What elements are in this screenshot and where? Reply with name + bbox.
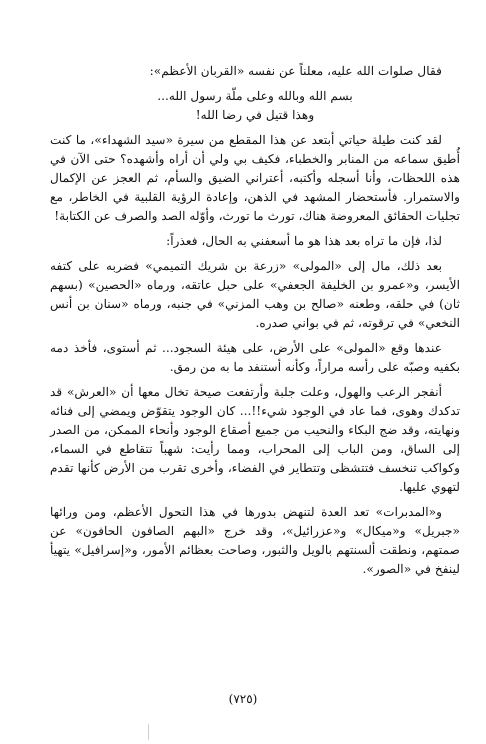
page-body — [50, 62, 460, 585]
quote-line: وهذا قتيل في رضا الله! — [195, 108, 315, 122]
paragraph-fall: عندها وقع «المولى» على الأرض، على هيئة السجود... ثم أستوى، فأخذ دمه بكفيه وصبّه على رأسه مراراً، وكأنه أستنفد ما به من رمق. — [50, 341, 460, 374]
basmala-line: بسم الله وبالله وعلى ملّة رسول الله... — [157, 89, 353, 103]
paragraph-angels: و«المدبرات» تعد العدة لتنهض بدورها في هذا التحول الأعظم، ومن ورائها «جبريل» و«ميكال» و«عزرائيل»، وقد خرج «البهم الصافون الحافون» عن صمتهم، ونطقت ألسنتهم بالويل والثبور، وصاحت بعظائم الأمور، و«إسرافيل» يتهيأ لينفخ في «الصور». — [50, 505, 460, 576]
scan-edge-mark — [148, 724, 149, 740]
paragraph-intro: فقال صلوات الله عليه، معلناً عن نفسه «القربان الأعظم»: — [149, 64, 442, 78]
paragraph-apology: لذا، فإن ما تراه بعد هذا هو ما أسعفني به الحال، فعذراً: — [166, 234, 442, 248]
paragraph-cosmos: أنفجر الرعب والهول، وعلت جلبة وأرتفعت صيحة تخال معها أن «العرش» قد تدكدك وهوى، فما عاد في الوجود شيء!!... كان الوجود يتقوّض ويمضي إلى فنائه ونهايته، وقد ضج البكاء والنحيب من جميع أصقاع الوجود وأنحاء الممكن، من الصدر إلى الساق، ومن الباب إلى المحراب، ومما رأيت: شهباً تتقاطع في السماء، وكواكب تنخسف فتتشظى وتتطاير في الفضاء، وأخرى تقرب من الأرض كأنها تقدم لتهوي عليها. — [50, 385, 460, 494]
paragraph-reflection: لقد كنت طيلة حياتي أبتعد عن هذا المقطع من سيرة «سيد الشهداء»، ما كنت أُطيق سماعه من المنابر والخطباء، فكيف بي ولي أن أراه وأشهده؟ حتى الآن في هذه اللحظات، وأنا أسجله وأكتبه، أعتراني الضيق والسأم، ثم العجز عن الإكمال والاستمرار. فأستحضار المشهد في الذهن، وإعادة الرؤية القلبية في الخاطر، مع تجليات الحقائق المعروضة هناك، تورث ما تورث، وأوّله الصد والصرف عن الكتابة! — [50, 133, 460, 223]
page-number: (٧٢٥) — [228, 692, 258, 706]
paragraph-attack: بعد ذلك، مال إلى «المولى» «زرعة بن شريك التميمي» فضربه على كتفه الأيسر، و«عمرو بن الخليفة الجعفي» على حبل عاتقه، ورماه «الحصين» (بسهم ثان) في حلقه، وطعنه «صالح بن وهب المزني» في جنبه، ورماه «سنان بن أنس النخعي» في ترقوته، ثم في بواني صدره. — [50, 259, 460, 330]
